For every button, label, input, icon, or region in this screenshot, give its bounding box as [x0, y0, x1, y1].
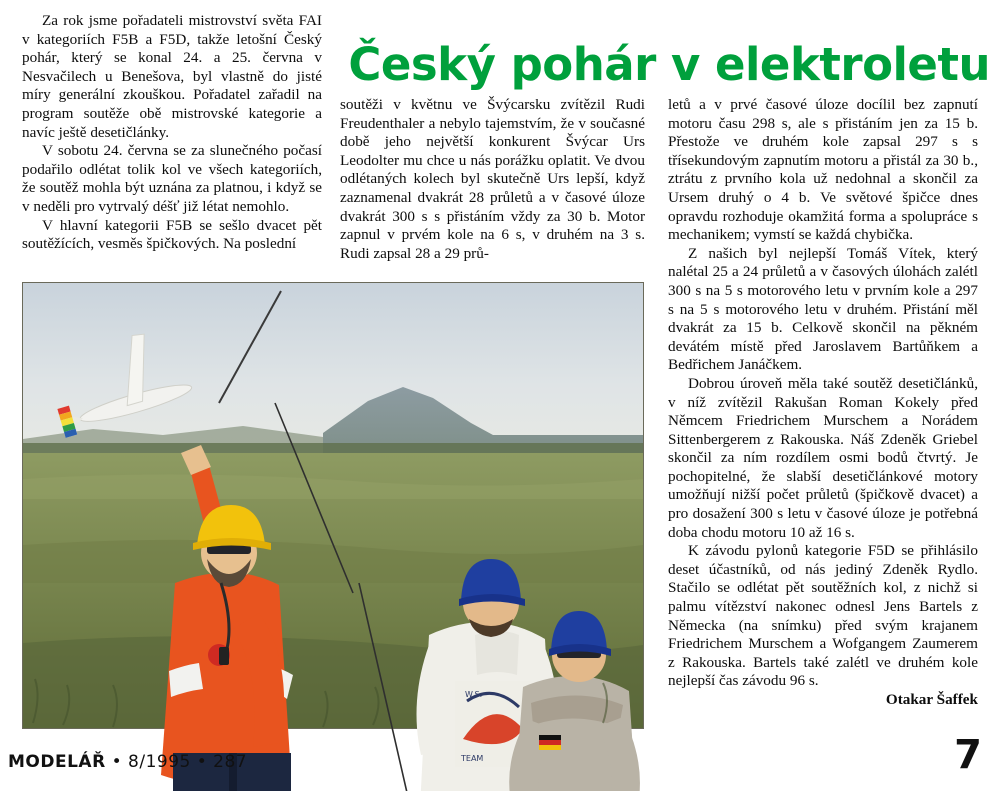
article-column-1 [22, 12, 322, 254]
footer-magazine-info [8, 752, 247, 772]
magazine-issue: • 8/1995 • 287 [111, 752, 248, 772]
svg-text:TEAM: TEAM [461, 754, 484, 763]
paragraph: K závodu pylonů kategorie F5D se přihlásilo deset účastníků, od nás jediný Zdeněk Rydlo. Stačilo se odlétat pět soutěžních kol, z nichž si palmu vítězství nakonec odnesl Jens Bartels z Německa (na snímku) před svým krajanem Friedrichem Murschem a Wofgangem Zaumerem z Rakouska. Bartels také zalétl ve druhém kole nejlepší čas závodu 96 s. [668, 542, 978, 690]
page-title: Český pohár v elektroletu [348, 38, 990, 92]
article-byline: Otakar Šaffek [885, 691, 978, 708]
paragraph: Dobrou úroveň měla také soutěž desetičlánků, v níž zvítězil Rakušan Roman Kokely před Němcem Friedrichem Murschem a Norádem Sittenbergerem z Rakouska. Náš Zdeněk Griebel skončil za ním rozdílem osmi bodů čtvrtý. Je pochopitelné, že slabší desetičlánkové motory umožňují nižší počet průletů (špičkově dvacet) a pro dosažení 300 s letu v časové úloze je potřebná doba chodu motoru 10 až 16 s. [668, 374, 978, 541]
paragraph: letů a v prvé časové úloze docílil bez zapnutí motoru času 298 s, ale s přistáním jen za 15 b. Přestože ve druhém kole zapsal 297 s s třísekundovým zapnutím motoru a přistál za 30 b., ztrátu z prvního kola už nedohnal a skončil za Ursem druhý o 4 b. Ve světové špičce dnes opravdu rozhoduje okamžitá forma a spolupráce s mechanikem; vymstí se každá chybička. [668, 96, 978, 244]
paragraph: soutěži v květnu ve Švýcarsku zvítězil Rudi Freudenthaler a nebylo tajemstvím, že v současné době jeho největší konkurent Švýcar Urs Leodolter mu chce u nás porážku oplatit. Ve dvou odlétaných kolech byl skutečně Urs lepší, když zaznamenal dvakrát 28 průletů a v časové úloze dvakrát 300 s s přistáním vždy za 30 b. Motor zapnul v prvém kole na 6 s, v druhém na 3 s. Rudi zapsal 28 a 29 prů- [340, 96, 645, 262]
svg-text:W.S.: W.S. [465, 690, 483, 699]
page-number: 7 [954, 732, 982, 778]
magazine-name: MODELÁŘ [8, 752, 106, 772]
paragraph: Z našich byl nejlepší Tomáš Vítek, který nalétal 25 a 24 průletů a v časových úlohách zalétl 300 s na 5 s motorového letu v prvním kole a 297 s na 5 s motorového letu v druhém. Přistání měl dvakrát za 15 b. Celkově skončil na pěkném devátém místě před Jaroslavem Bartůňkem a Bedřichem Janáčkem. [668, 244, 978, 374]
article-column-2 [340, 96, 645, 263]
paragraph: V sobotu 24. června se za slunečného počasí podařilo odlétat tolik kol ve všech kategoriích, že soutěž mohla být uznána za platnou, i když se v neděli pro vytrvalý déšť již létat nemohlo. [22, 142, 322, 215]
paragraph: V hlavní kategorii F5B se sešlo dvacet pět soutěžících, vesměs špičkových. Na poslední [22, 216, 322, 253]
paragraph: Za rok jsme pořadateli mistrovství světa FAI v kategoriích F5B a F5D, takže letošní Český pohár, který se konal 24. a 25. června v Nesvačilech u Benešova, byl vlastně do jisté míry generální zkouškou. Pořadatel zařadil na program soutěže obě mistrovské kategorie a navíc ještě desetičlánky. [22, 12, 322, 141]
article-column-3 [668, 96, 978, 710]
